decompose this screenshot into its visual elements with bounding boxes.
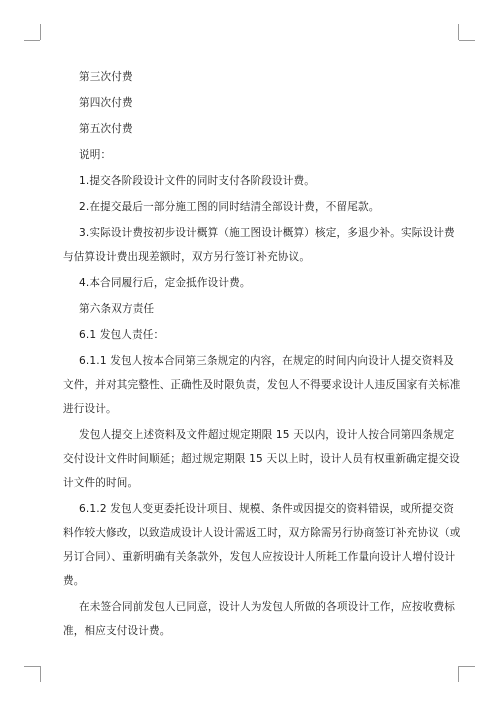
text-line: 2.在提交最后一部分施工图的同时结清全部设计费，不留尾款。 [79,201,380,213]
text-line: 第六条双方责任 [79,303,155,315]
text-line: 第四次付费 [79,97,133,109]
text-line: 另订合同）、重新明确有关条款外，发包人应按设计人所耗工作量向设计人增付设计 [63,551,456,563]
text-line: 3.实际设计费按初步设计概算（施工图设计概算）核定，多退少补。实际设计费 [79,227,455,239]
text-line: 4.本合同履行后，定金抵作设计费。 [79,277,251,289]
text-line: 发包人提交上述资料及文件超过规定期限 15 天以内，设计人按合同第四条规定 [79,429,455,441]
text-line: 6.1.2 发包人变更委托设计项目、规模、条件或因提交的资料错误，或所提交资 [79,503,455,515]
text-line: 在未签合同前发包人已同意，设计人为发包人所做的各项设计工作，应按收费标 [79,601,456,613]
text-line: 交付设计文件时间顺延；超过规定期限 15 天以上时，设计人员有权重新确定提交设 [63,453,460,465]
text-line: 第三次付费 [79,71,133,83]
text-line: 6.1.1 发包人按本合同第三条规定的内容，在规定的时间内向设计人提交资料及 [79,355,455,367]
text-line: 说明： [79,149,112,161]
text-line: 第五次付费 [79,123,133,135]
text-line: 1.提交各阶段设计文件的同时支付各阶段设计费。 [79,175,316,187]
text-line: 6.1 发包人责任： [79,329,165,341]
text-line: 准，相应支付设计费。 [63,625,171,637]
text-line: 料作较大修改，以致造成设计人设计需返工时，双方除需另行协商签订补充协议（或 [63,527,461,539]
crop-mark-bottom-right [0,0,1,1]
text-line: 进行设计。 [63,403,117,415]
text-line: 与估算设计费出现差额时，双方另行签订补充协议。 [63,251,311,263]
text-line: 费。 [63,575,85,587]
text-line: 文件，并对其完整性、正确性及时限负责，发包人不得要求设计人违反国家有关标准 [63,379,461,391]
text-line: 计文件的时间。 [63,477,139,489]
